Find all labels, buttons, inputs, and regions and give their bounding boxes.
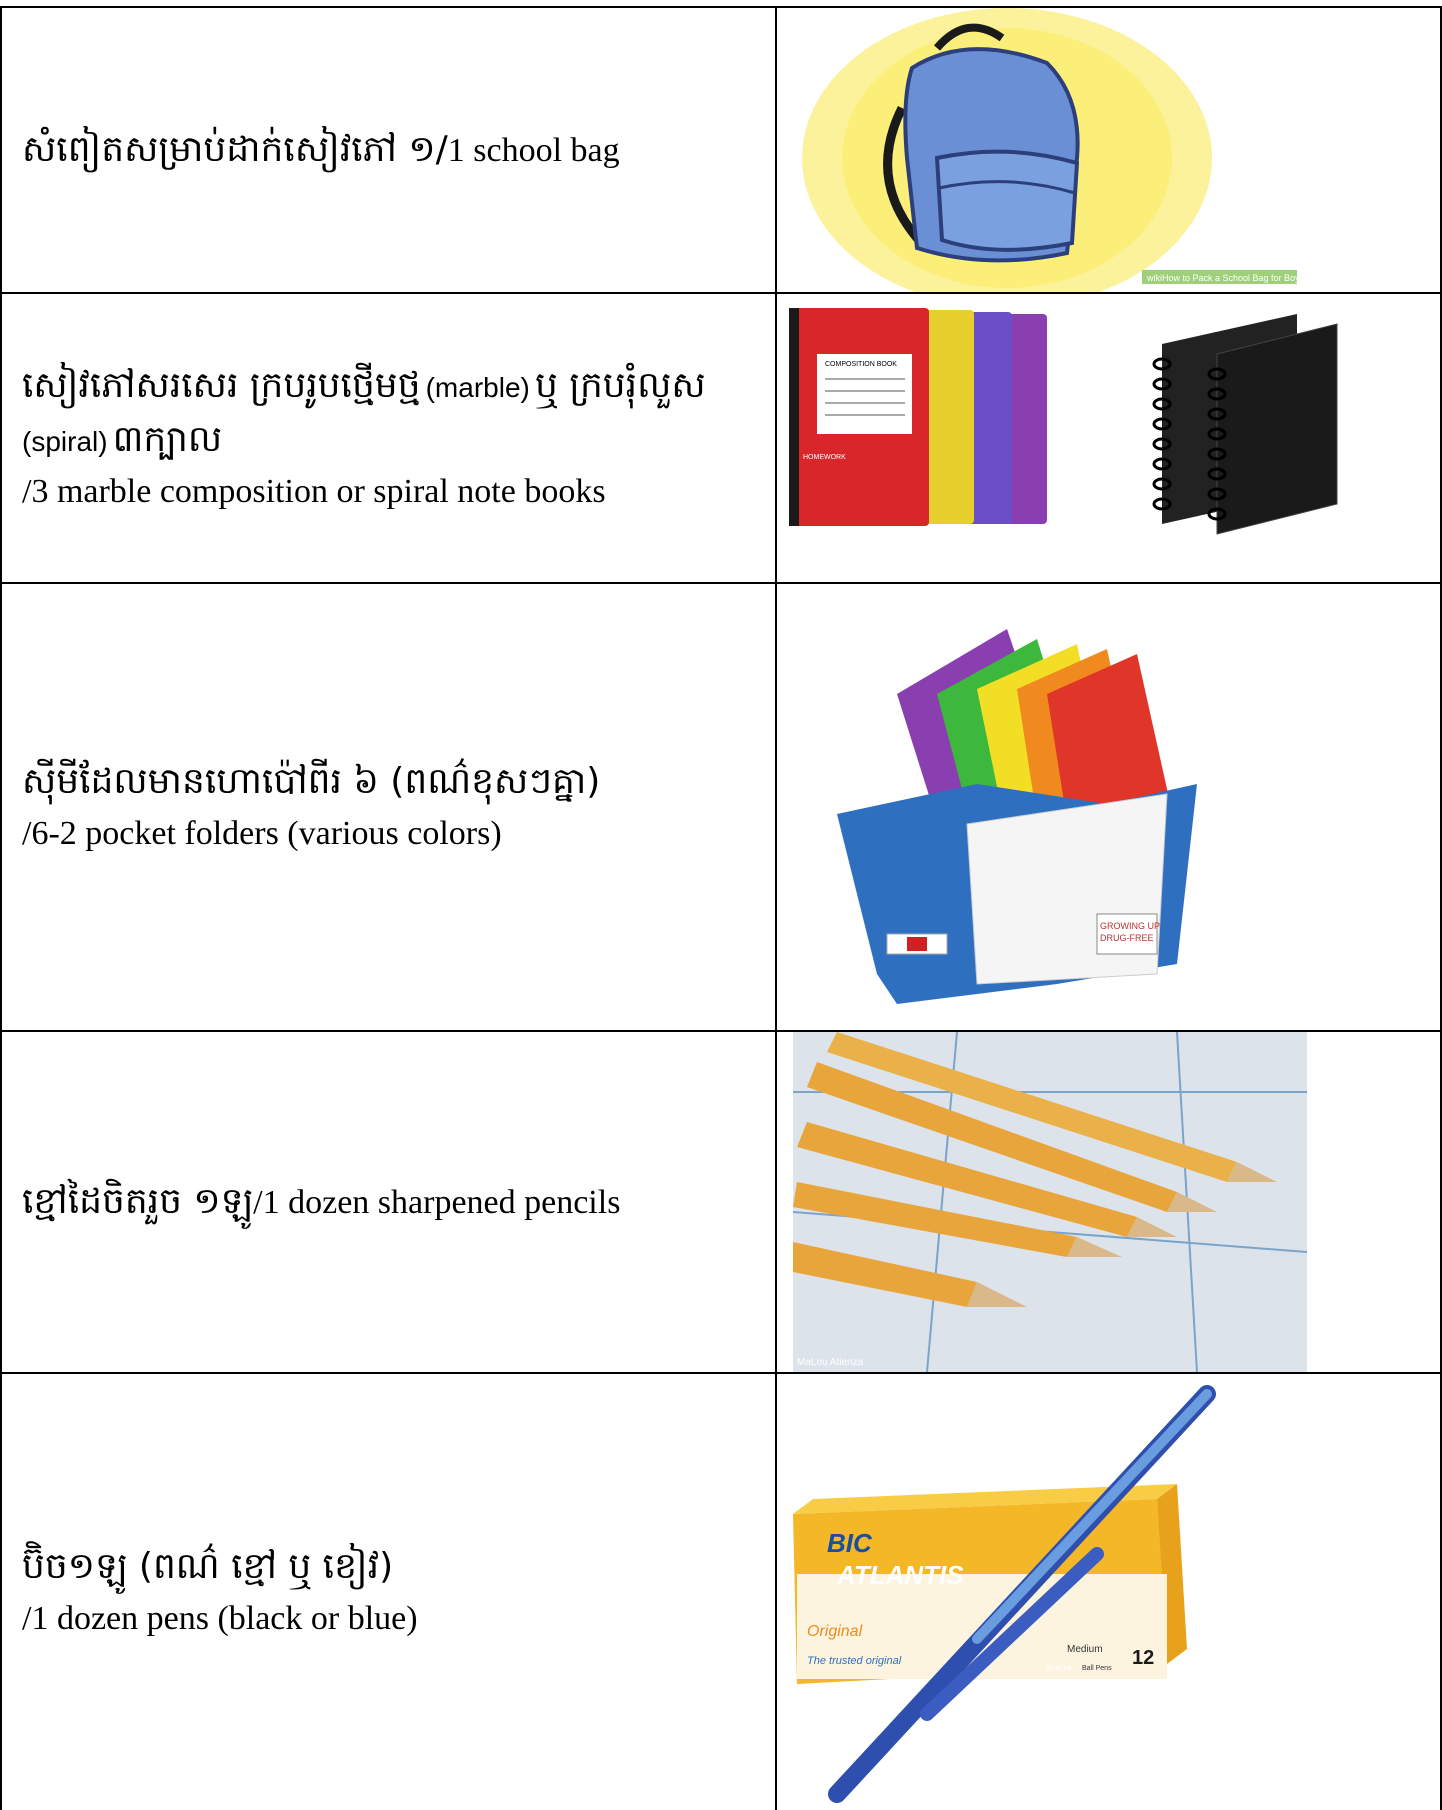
folders-image bbox=[777, 584, 1442, 1030]
khmer-text: ឬ ក្របរុំលួស bbox=[534, 365, 706, 406]
item-description bbox=[0, 584, 776, 1030]
table-row bbox=[0, 8, 1442, 292]
box-ink: Blue Ink bbox=[1047, 1665, 1073, 1672]
notebook-brand: HOMEWORK bbox=[803, 454, 846, 461]
box-type: Ball Pens bbox=[1082, 1665, 1112, 1672]
box-name: ATLANTIS bbox=[837, 1560, 964, 1590]
item-description bbox=[0, 294, 776, 582]
table-row bbox=[0, 1374, 1442, 1810]
khmer-text: ៣ក្បាល bbox=[112, 419, 223, 460]
khmer-text: ប៊ិច១ឡូ (ពណ៌ ខ្មៅ ឬ ខៀវ) bbox=[22, 1546, 394, 1587]
item-description bbox=[0, 1374, 776, 1810]
box-trusted: The trusted original bbox=[807, 1655, 902, 1667]
khmer-text: សៀវភៅសរសេរ ក្របរូបថ្មើមថ្ម bbox=[22, 365, 421, 406]
folder-text: GROWING UP bbox=[1100, 921, 1160, 931]
pencils-image bbox=[777, 1032, 1442, 1372]
english-text: /6-2 pocket folders (various colors) bbox=[22, 815, 502, 852]
english-text: /1 dozen sharpened pencils bbox=[253, 1184, 621, 1221]
english-text: /3 marble composition or spiral note books bbox=[22, 473, 606, 510]
khmer-text: ស៊ីមីដែលមានហោប៉ៅពីរ ៦ (ពណ៌ខុសៗគ្នា) bbox=[22, 761, 601, 802]
english-text: 1 school bag bbox=[447, 132, 620, 169]
backpack-image bbox=[777, 8, 1442, 292]
table-row bbox=[0, 294, 1442, 582]
khmer-text: ខ្មៅដៃចិតរួច ១ឡូ bbox=[22, 1181, 254, 1222]
image-caption: MaLou Atienza bbox=[797, 1357, 864, 1368]
table-row bbox=[0, 1032, 1442, 1372]
item-description bbox=[0, 8, 776, 292]
english-note: (spiral) bbox=[22, 426, 108, 457]
english-text: /1 dozen pens (black or blue) bbox=[22, 1600, 418, 1637]
item-description bbox=[0, 1032, 776, 1372]
khmer-text: សំពៀតសម្រាប់ដាក់សៀវភៅ ១/ bbox=[22, 129, 448, 170]
pens-image bbox=[777, 1374, 1442, 1810]
table-row bbox=[0, 584, 1442, 1030]
box-medium: Medium bbox=[1067, 1644, 1103, 1655]
english-note: (marble) bbox=[425, 372, 530, 403]
box-brand: BIC bbox=[827, 1528, 872, 1558]
folder-text: DRUG-FREE bbox=[1100, 933, 1154, 943]
box-count: 12 bbox=[1132, 1647, 1155, 1669]
image-caption: wikiHow to Pack a School Bag for Boys bbox=[1147, 273, 1305, 283]
notebook-label: COMPOSITION BOOK bbox=[825, 361, 897, 368]
box-original: Original bbox=[807, 1623, 863, 1640]
notebooks-image bbox=[777, 294, 1442, 582]
